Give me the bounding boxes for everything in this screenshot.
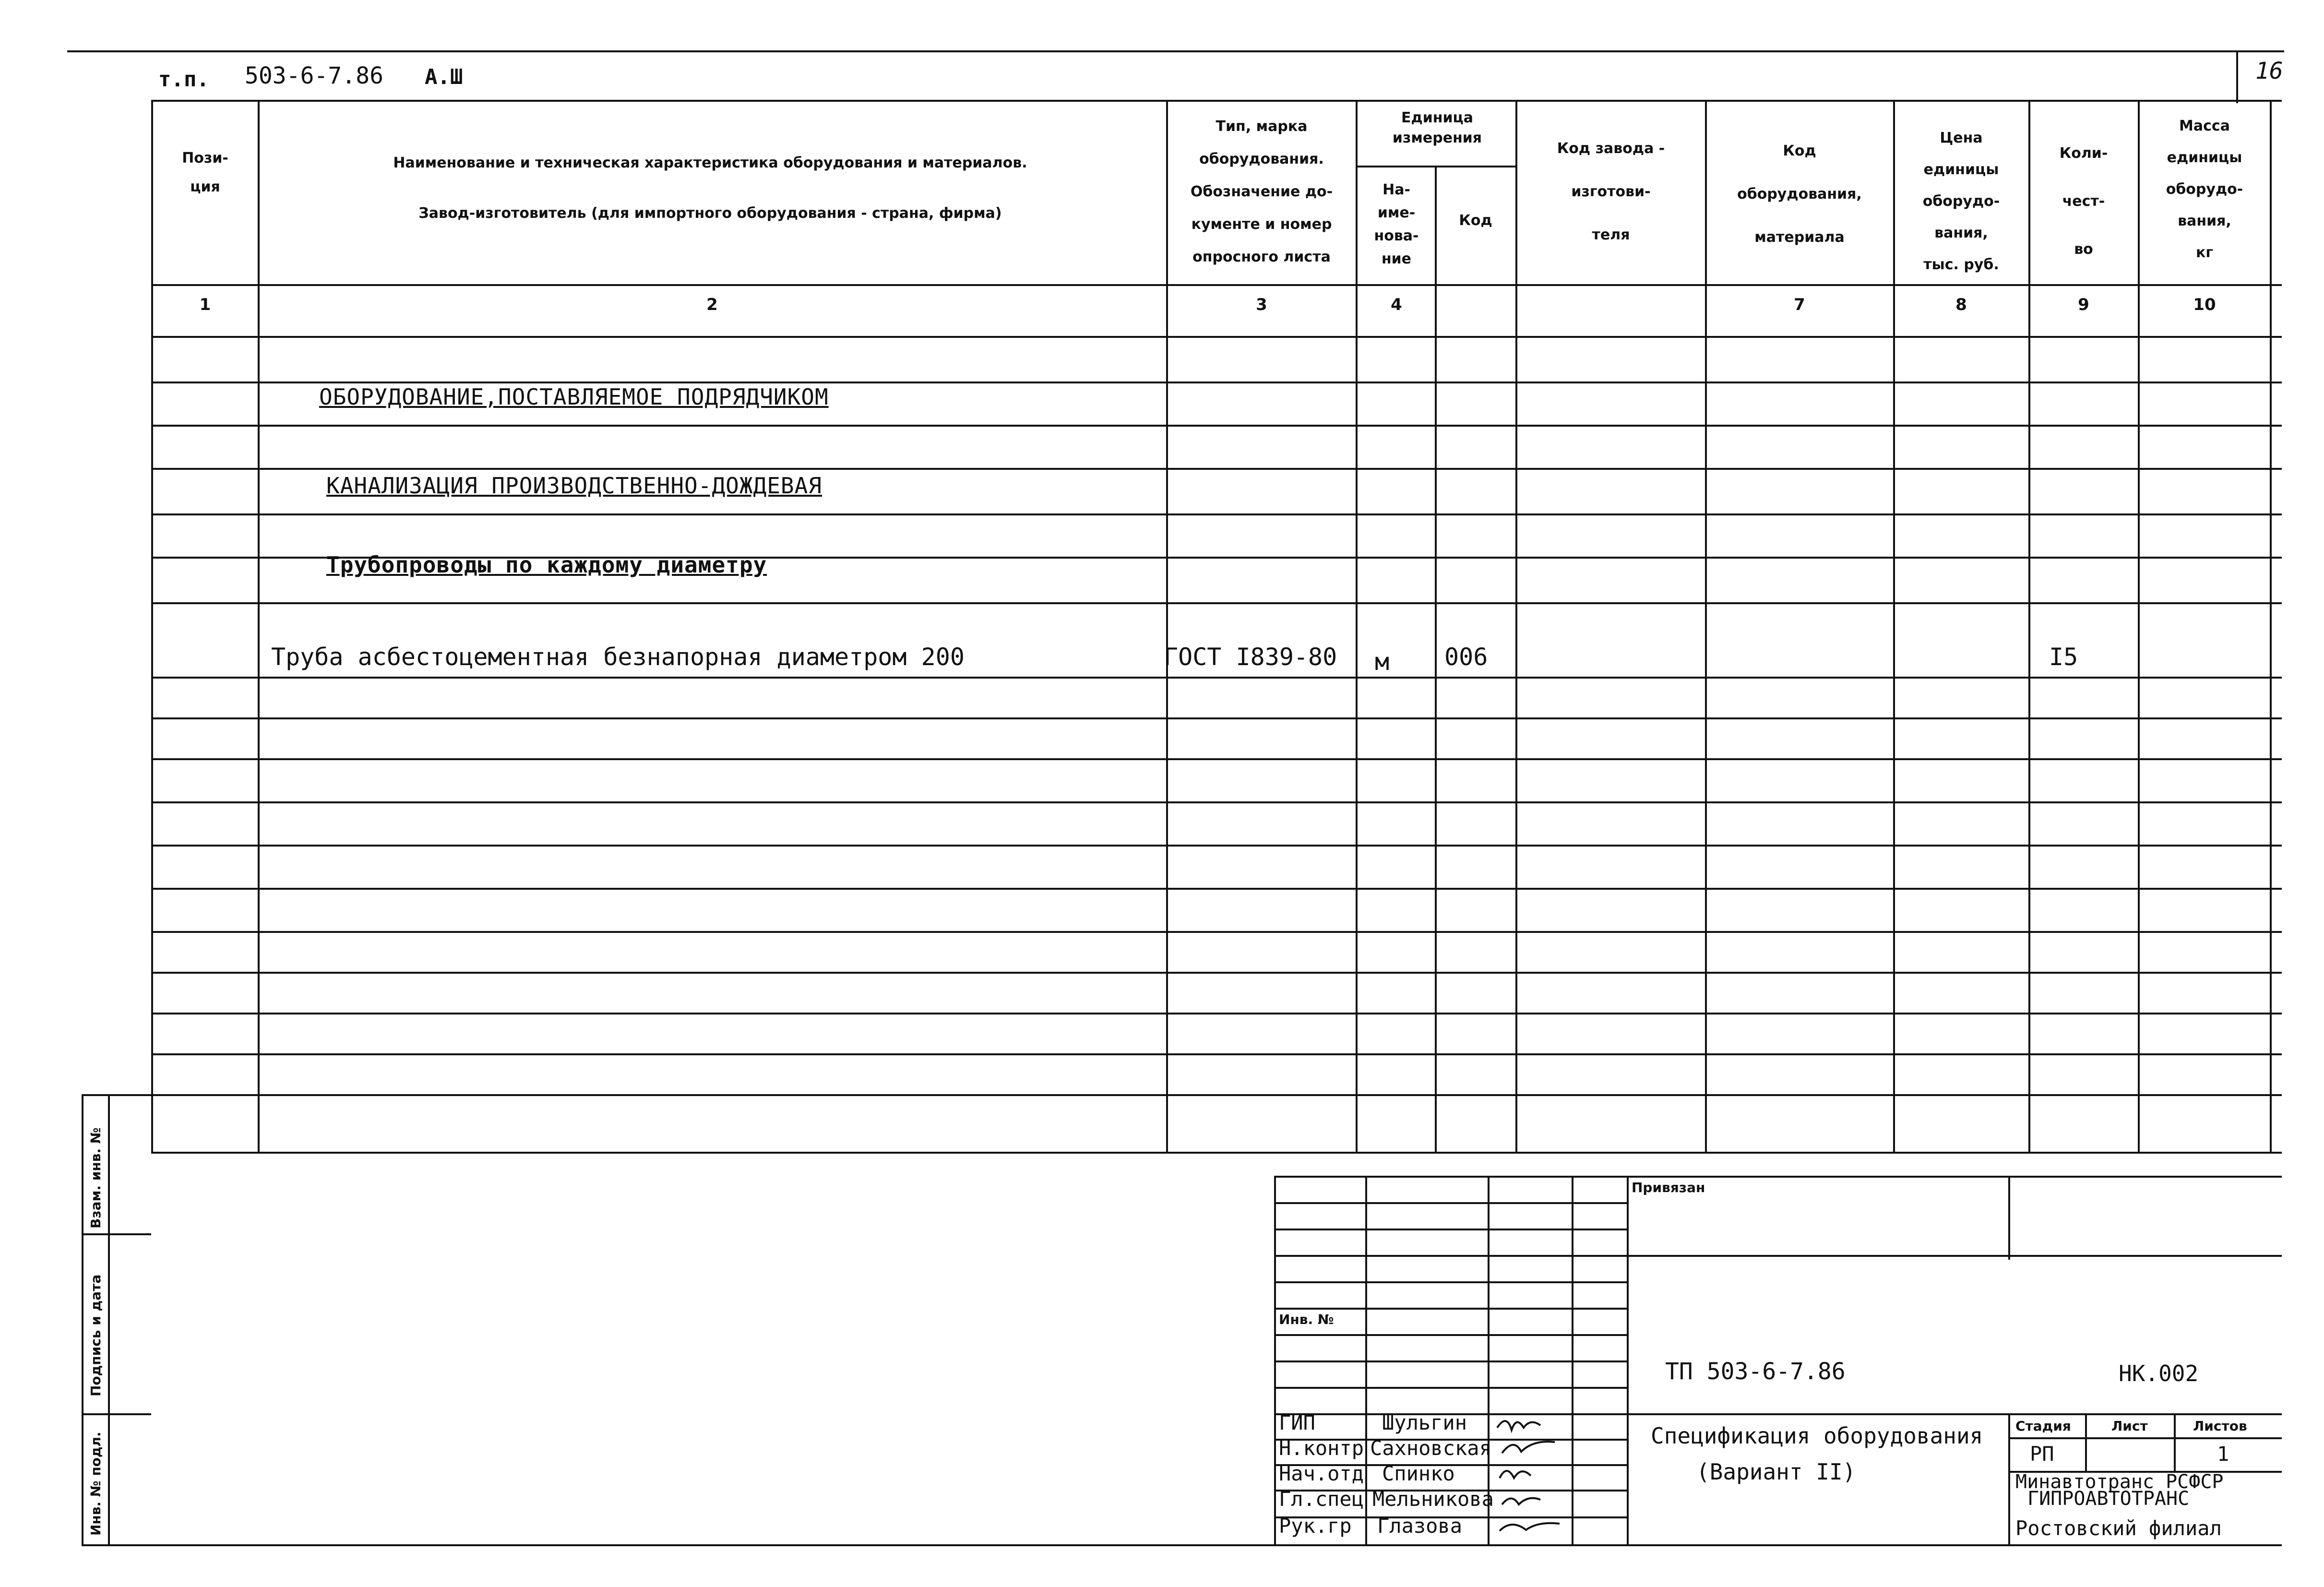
header-bottom bbox=[151, 284, 2282, 286]
col-line-5 bbox=[1515, 100, 1517, 1153]
col-num-9: 9 bbox=[2078, 295, 2089, 314]
section-heading: Трубопроводы по каждому диаметру bbox=[326, 552, 767, 578]
page-num-divider bbox=[2236, 50, 2238, 103]
side-strip-div1 bbox=[82, 1233, 151, 1235]
side-strip-top bbox=[82, 1094, 151, 1096]
col-num-4: 4 bbox=[1391, 295, 1402, 314]
col-header-name-2: Завод-изготовитель (для импортного оборудования - страна, фирма) bbox=[418, 205, 1002, 222]
row-type: ГОСТ I839-80 bbox=[1164, 643, 1337, 671]
staff-name: Шульгин bbox=[1382, 1411, 1467, 1434]
colnum-bottom bbox=[151, 336, 2282, 338]
col-line-2 bbox=[1166, 100, 1168, 1153]
signatures bbox=[1488, 1411, 1574, 1545]
col-num-1: 1 bbox=[199, 295, 211, 314]
doc-ref: т.п. bbox=[158, 67, 209, 92]
row-unit-name: м bbox=[1375, 648, 1390, 676]
table-row-line bbox=[151, 845, 2282, 847]
col-header-name-1: Наименование и техническая характеристика оборудования и материалов. bbox=[393, 155, 1027, 171]
sheet-label: Лист bbox=[2111, 1418, 2148, 1434]
section-heading: КАНАЛИЗАЦИЯ ПРОИЗВОДСТВЕННО-ДОЖДЕВАЯ bbox=[326, 473, 822, 499]
col-line-0 bbox=[151, 100, 153, 1153]
col-line-3 bbox=[1356, 100, 1358, 1153]
col-header-type: Тип, марка оборудования. Обозначение до- кументе и номер опросного листа bbox=[1190, 118, 1333, 265]
table-top bbox=[151, 100, 2282, 102]
col-header-unit-name: На- име- нова- ние bbox=[1374, 181, 1419, 267]
staff-role: ГИП bbox=[1279, 1411, 1315, 1434]
col-num-2: 2 bbox=[706, 295, 718, 314]
table-row-line bbox=[151, 602, 2282, 604]
col-num-8: 8 bbox=[1955, 295, 1967, 314]
org-branch: Ростовский филиал bbox=[2015, 1516, 2222, 1540]
side-label-sign-date: Подпись и дата bbox=[88, 1274, 104, 1396]
col-header-qty: Коли- чест- во bbox=[2059, 145, 2108, 258]
table-row-line bbox=[151, 677, 2282, 679]
side-label-inv-orig: Взам. инв. № bbox=[88, 1127, 104, 1229]
table-row-line bbox=[151, 1013, 2282, 1014]
staff-name: Глазова bbox=[1377, 1514, 1463, 1538]
col-num-10: 10 bbox=[2193, 295, 2216, 314]
table-row-line bbox=[151, 888, 2282, 890]
org-ministry: Минавтотранс РСФСР bbox=[2015, 1471, 2224, 1493]
col-header-pos: Пози- ция bbox=[182, 150, 228, 195]
col-num-3: 3 bbox=[1256, 295, 1267, 314]
top-border bbox=[67, 50, 2284, 52]
col-header-equip-code: Код оборудования, материала bbox=[1737, 143, 1862, 246]
staff-name: Сахновская bbox=[1370, 1436, 1491, 1460]
stage-value: РП bbox=[2030, 1442, 2054, 1466]
staff-name: Спинко bbox=[1382, 1462, 1455, 1485]
side-strip-div2 bbox=[82, 1413, 151, 1415]
title-doc-code: ТП 503-6-7.86 bbox=[1665, 1358, 1846, 1385]
table-row-line bbox=[151, 1094, 2282, 1096]
table-row-line bbox=[151, 1053, 2282, 1055]
row-name: Труба асбестоцементная безнапорная диаметром 200 bbox=[271, 643, 965, 671]
col-header-price: Цена единицы оборудо- вания, тыс. руб. bbox=[1922, 130, 2000, 273]
col-header-mass: Масса единицы оборудо- вания, кг bbox=[2166, 118, 2243, 261]
col-line-10 bbox=[2270, 100, 2272, 1153]
col-num-7: 7 bbox=[1794, 295, 1805, 314]
side-label-inv-sub: Инв. № подл. bbox=[88, 1432, 104, 1536]
table-row-line bbox=[151, 931, 2282, 933]
title-sheet-code: НК.002 bbox=[2119, 1360, 2199, 1386]
title-privyazan: Привязан bbox=[1632, 1180, 1705, 1195]
row-unit-code: 006 bbox=[1444, 643, 1488, 671]
album-number: А.Ш bbox=[425, 65, 463, 89]
staff-role: Рук.гр bbox=[1279, 1514, 1352, 1538]
page-number: 16 bbox=[2255, 58, 2283, 84]
col-header-factory: Код завода - изготови- теля bbox=[1557, 140, 1665, 243]
table-row-line bbox=[151, 801, 2282, 803]
col-line-4 bbox=[1435, 166, 1437, 1153]
staff-role: Гл.спец bbox=[1279, 1487, 1364, 1511]
staff-name: Мельникова bbox=[1372, 1487, 1494, 1511]
table-row-line bbox=[151, 717, 2282, 719]
title-variant: (Вариант II) bbox=[1696, 1459, 1856, 1485]
doc-number: 503-6-7.86 bbox=[245, 62, 383, 89]
table-row-line bbox=[151, 758, 2282, 760]
side-strip-left bbox=[82, 1094, 83, 1545]
staff-role: Н.контр bbox=[1279, 1436, 1364, 1460]
table-row-line bbox=[151, 1152, 2282, 1154]
title-doc-name: Спецификация оборудования bbox=[1651, 1423, 1983, 1449]
sheets-value: 1 bbox=[2217, 1442, 2229, 1466]
col-header-unit-code: Код bbox=[1459, 212, 1492, 229]
row-qty: I5 bbox=[2049, 643, 2078, 671]
staff-role: Нач.отд bbox=[1279, 1462, 1364, 1485]
side-strip-mid bbox=[108, 1094, 110, 1545]
bottom-border bbox=[82, 1544, 2282, 1546]
sheets-label: Листов bbox=[2193, 1418, 2247, 1434]
table-row-line bbox=[151, 468, 2282, 470]
stage-label: Стадия bbox=[2015, 1418, 2071, 1434]
table-row-line bbox=[151, 382, 2282, 383]
col-header-unit: Единица измерения bbox=[1392, 109, 1482, 146]
section-heading: ОБОРУДОВАНИЕ,ПОСТАВЛЯЕМОЕ ПОДРЯДЧИКОМ bbox=[319, 384, 829, 410]
col-line-1 bbox=[258, 100, 260, 1153]
title-inv-no: Инв. № bbox=[1279, 1312, 1334, 1327]
table-row-line bbox=[151, 972, 2282, 974]
org-institute: ГИПРОАВТОТРАНС bbox=[2027, 1488, 2190, 1510]
table-row-line bbox=[151, 425, 2282, 427]
table-row-line bbox=[151, 513, 2282, 515]
